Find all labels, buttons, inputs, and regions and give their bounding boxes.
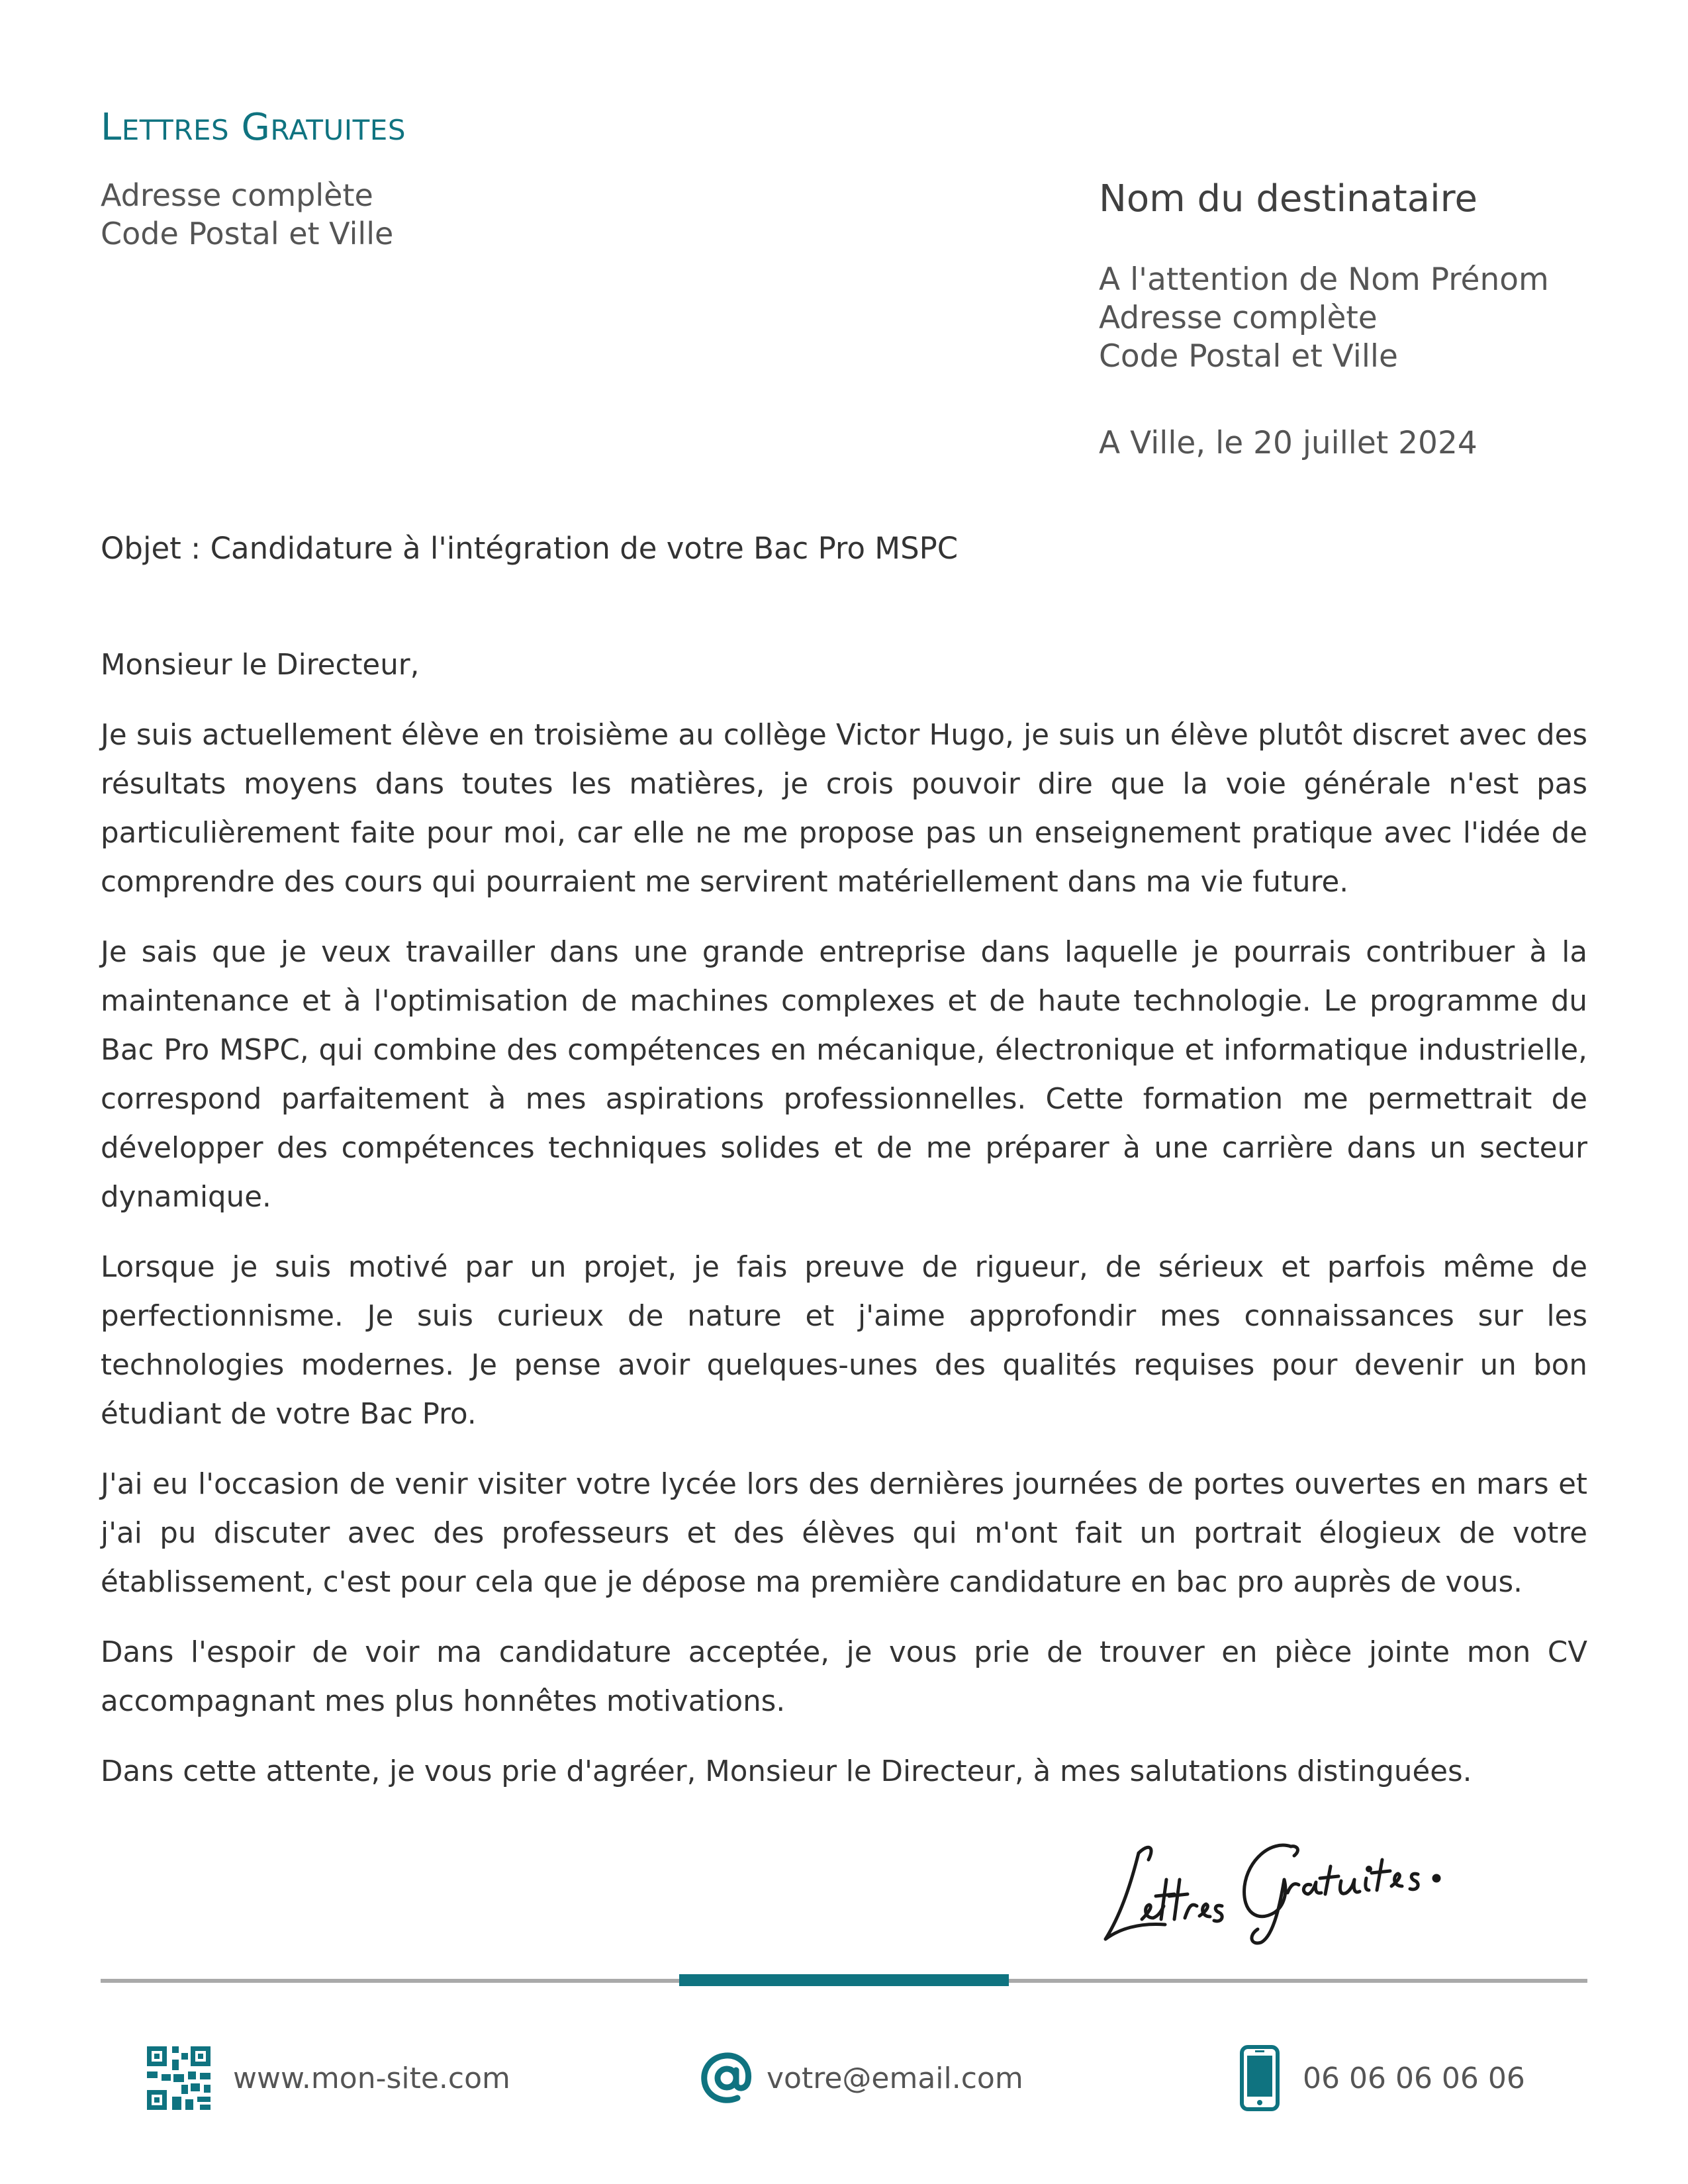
body-paragraph-2: Je sais que je veux travailler dans une grande entreprise dans laquelle je pourrais contribuer à la maintenance et à l'optimisation de machines complexes et de haute technologie. Le programme du Bac Pro MSPC, qui combine des compétences en mécanique, électronique et informatique industrielle, correspond parfaitement à mes aspirations professionnelles. Cette formation me permettrait de développer des compétences techniques solides et de me préparer à une carrière dans un secteur dynamique. (101, 936, 1587, 1214)
website-text[interactable]: www.mon-site.com (233, 2061, 510, 2095)
body-paragraph-5: Dans l'espoir de voir ma candidature acceptée, je vous prie de trouver en pièce jointe mon CV accompagnant mes plus honnêtes motivations. (101, 1636, 1587, 1718)
recipient-address (1099, 261, 1549, 376)
smartphone-icon (1239, 2045, 1280, 2111)
signature (1092, 1807, 1463, 1952)
greeting: Monsieur le Directeur, (101, 649, 420, 682)
recipient-name: Nom du destinataire (1099, 177, 1477, 220)
recipient-address-line2: Code Postal et Ville (1099, 338, 1398, 375)
footer-email (700, 2045, 1023, 2111)
at-sign-icon (700, 2052, 753, 2105)
recipient-address-line1: Adresse complète (1099, 300, 1378, 336)
body-paragraph-3: Lorsque je suis motivé par un projet, je fais preuve de rigueur, de sérieux et parfois même de perfectionnisme. Je suis curieux de nature et j'aime approfondir mes connaissances sur les technologies modernes. Je pense avoir quelques-unes des qualités requises pour devenir un bon étudiant de votre Bac Pro. (101, 1251, 1587, 1431)
date-line: A Ville, le 20 juillet 2024 (1099, 425, 1477, 461)
letter-body (101, 641, 1587, 1817)
sender-address-line2: Code Postal et Ville (101, 216, 394, 251)
subject-line: Objet : Candidature à l'intégration de votre Bac Pro MSPC (101, 531, 959, 566)
qr-code-icon (147, 2046, 211, 2110)
footer-phone (1239, 2045, 1525, 2111)
phone-text[interactable]: 06 06 06 06 06 (1303, 2061, 1525, 2095)
email-text[interactable]: votre@email.com (767, 2061, 1023, 2095)
footer-divider-accent (679, 1974, 1009, 1986)
sender-address (101, 176, 393, 253)
body-paragraph-4: J'ai eu l'occasion de venir visiter votre lycée lors des dernières journées de portes ouvertes en mars et j'ai pu discuter avec des professeurs et des élèves qui m'ont fait un portrait élogieux de votre établissement, c'est pour cela que je dépose ma première candidature en bac pro auprès de vous. (101, 1468, 1587, 1599)
footer-website (147, 2045, 510, 2111)
sender-name: LETTRES GRATUITES (101, 106, 406, 149)
body-paragraph-6: Dans cette attente, je vous prie d'agréer, Monsieur le Directeur, à mes salutations distinguées. (101, 1755, 1472, 1788)
recipient-attention: A l'attention de Nom Prénom (1099, 261, 1549, 298)
body-paragraph-1: Je suis actuellement élève en troisième au collège Victor Hugo, je suis un élève plutôt discret avec des résultats moyens dans toutes les matières, je crois pouvoir dire que la voie générale n'est pas particulièrement faite pour moi, car elle ne me propose pas un enseignement pratique avec l'idée de comprendre des cours qui pourraient me servirent matériellement dans ma vie future. (101, 719, 1587, 899)
sender-address-line1: Adresse complète (101, 177, 373, 213)
